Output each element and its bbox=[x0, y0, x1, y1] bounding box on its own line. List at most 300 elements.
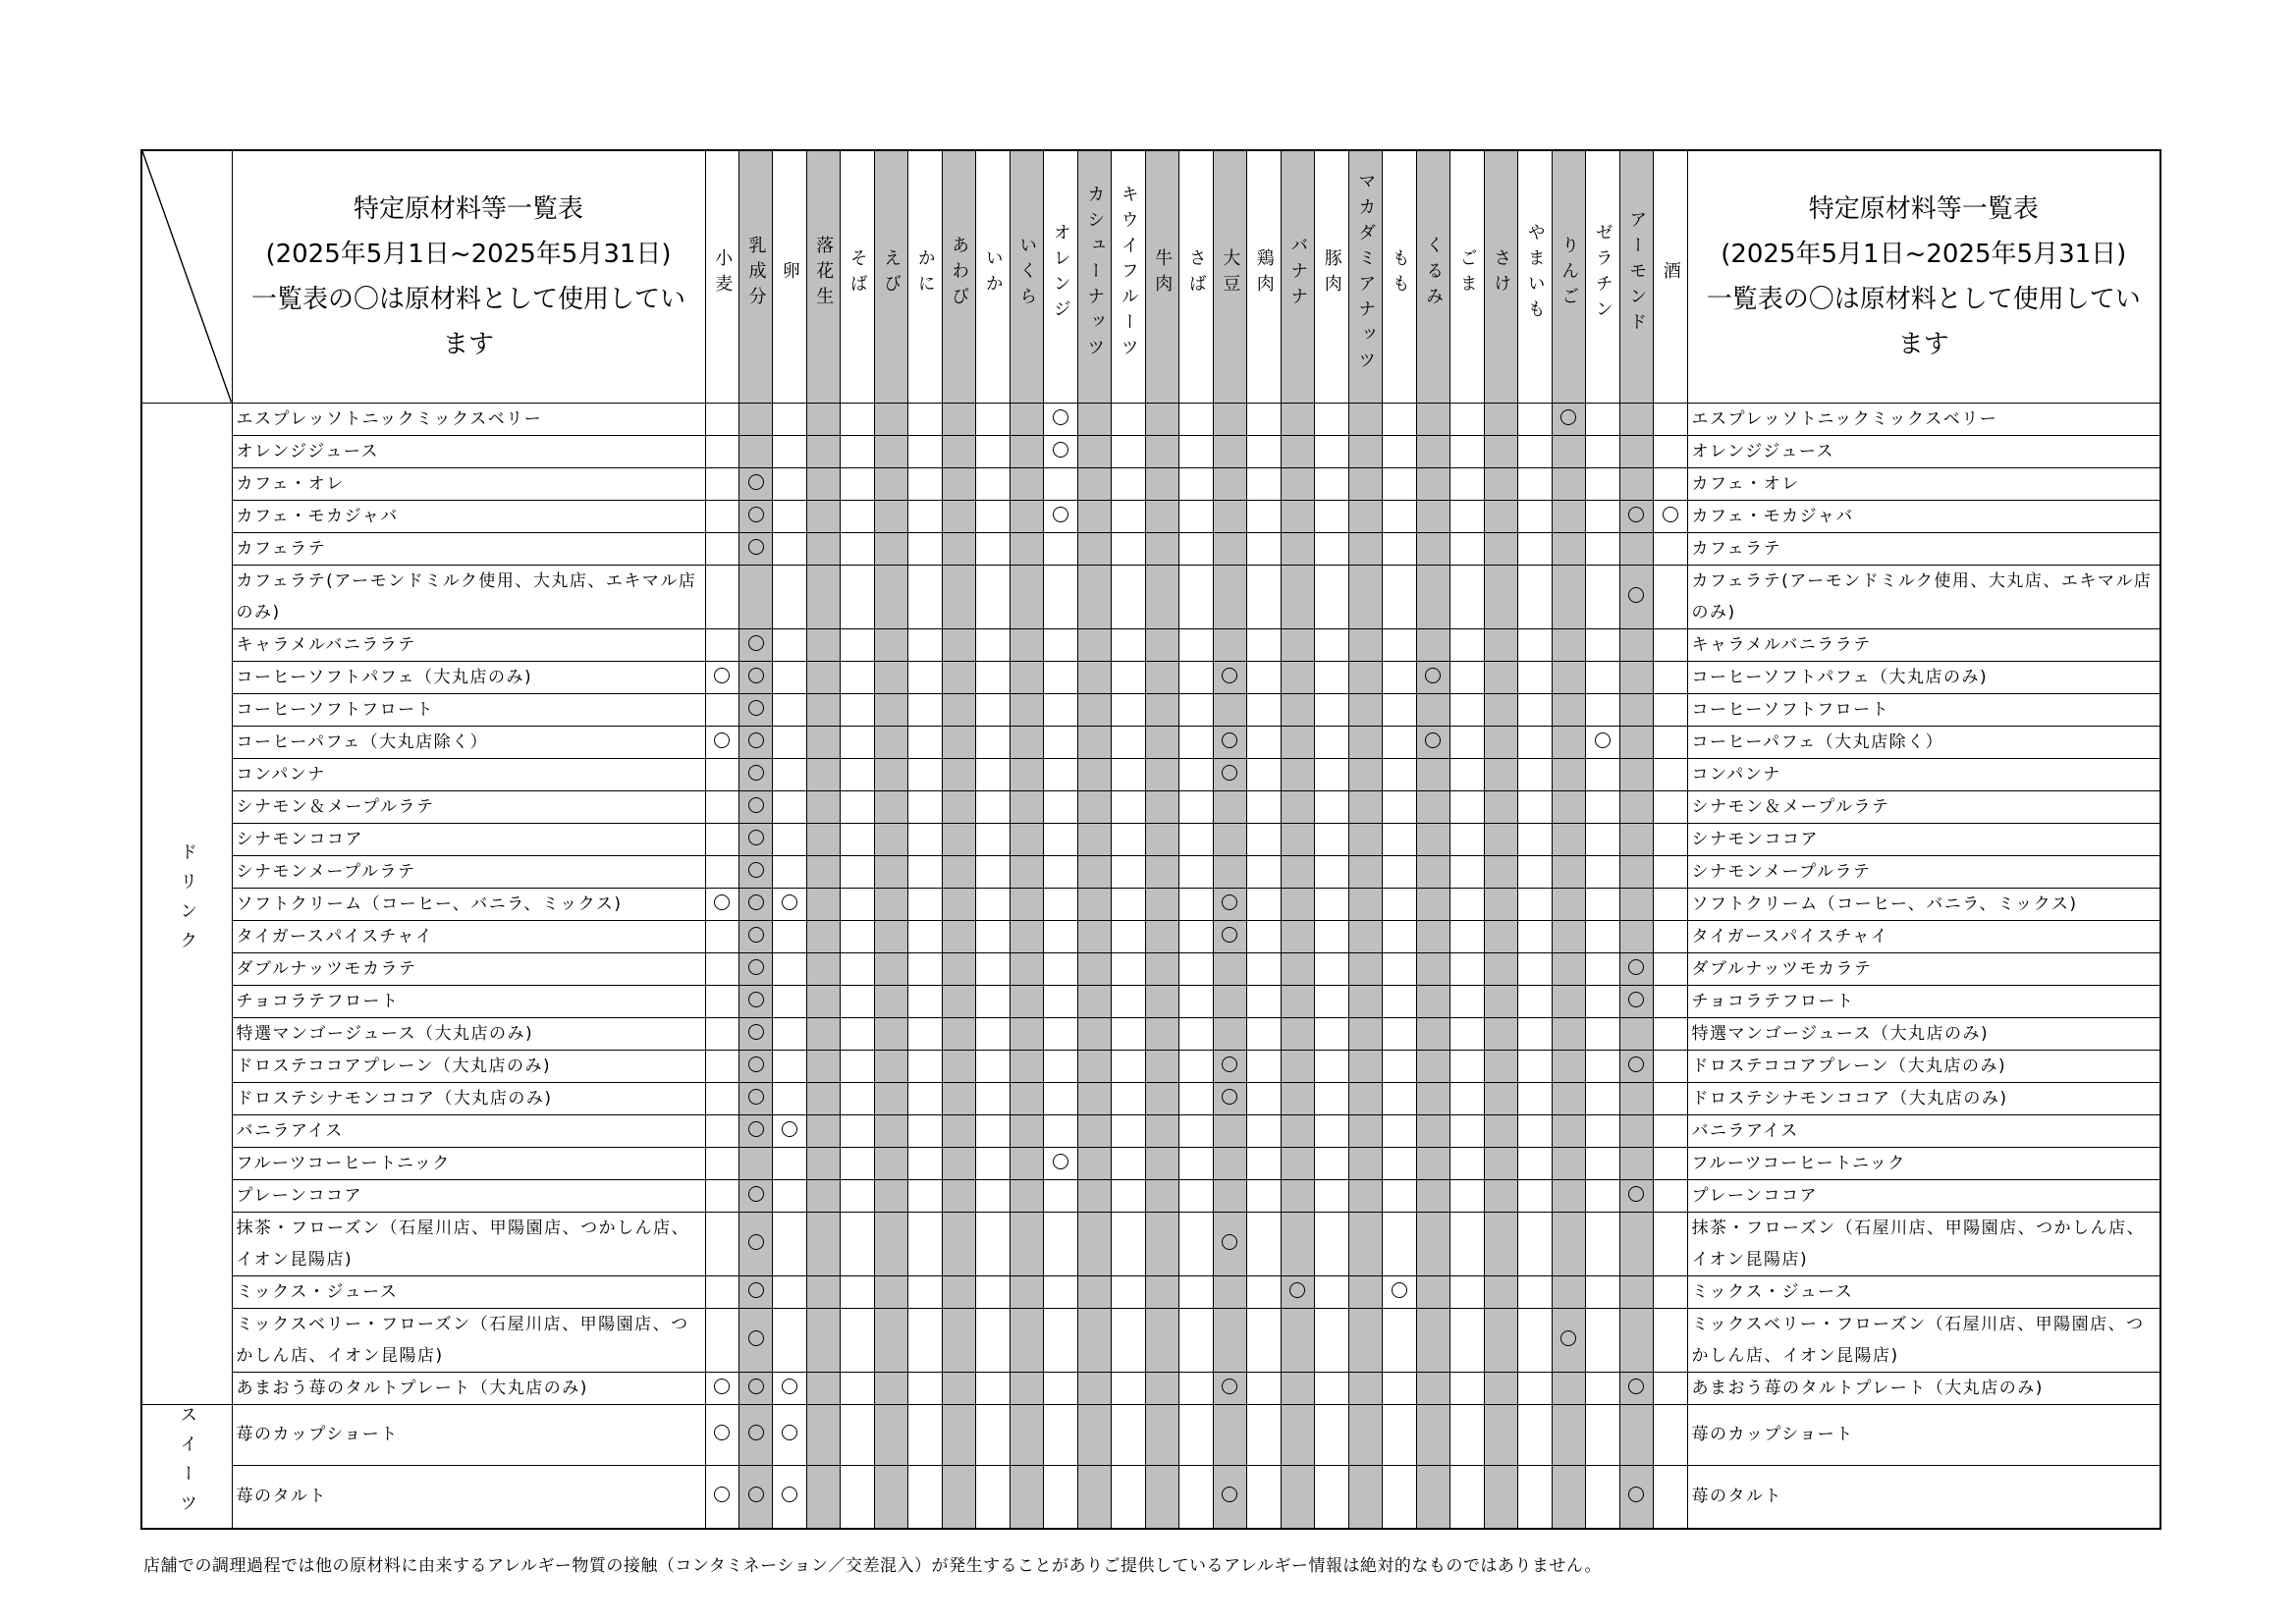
allergen-cell bbox=[1619, 1179, 1654, 1212]
item-name-right: ダブルナッツモカラテ bbox=[1687, 952, 2160, 985]
allergen-cell bbox=[1179, 1017, 1214, 1050]
allergen-cell bbox=[1416, 661, 1450, 693]
allergen-cell bbox=[1518, 661, 1553, 693]
allergen-cell bbox=[705, 693, 739, 726]
contains-mark bbox=[1222, 894, 1237, 910]
contains-mark bbox=[1663, 507, 1678, 522]
allergen-cell bbox=[705, 952, 739, 985]
allergen-cell bbox=[739, 628, 773, 661]
table-row bbox=[141, 920, 2160, 952]
allergen-cell bbox=[1450, 855, 1485, 888]
table-row bbox=[141, 1212, 2160, 1275]
allergen-cell bbox=[841, 1308, 875, 1372]
allergen-cell bbox=[1619, 985, 1654, 1017]
item-name-right: バニラアイス bbox=[1687, 1114, 2160, 1147]
allergen-cell bbox=[1213, 985, 1247, 1017]
allergen-cell bbox=[1145, 1308, 1179, 1372]
allergen-cell bbox=[1010, 661, 1044, 693]
allergen-cell bbox=[1348, 1050, 1383, 1082]
allergen-cell bbox=[1348, 920, 1383, 952]
allergen-cell bbox=[1145, 1114, 1179, 1147]
table-row bbox=[141, 888, 2160, 920]
allergen-cell bbox=[1348, 403, 1383, 435]
allergen-cell bbox=[1112, 758, 1146, 790]
allergen-cell bbox=[773, 1017, 807, 1050]
allergen-cell bbox=[1348, 790, 1383, 823]
allergen-cell bbox=[1213, 1212, 1247, 1275]
allergen-cell bbox=[1552, 435, 1586, 467]
allergen-cell bbox=[1213, 1308, 1247, 1372]
allergen-cell bbox=[942, 1212, 976, 1275]
allergen-cell bbox=[841, 888, 875, 920]
allergen-cell bbox=[1077, 855, 1112, 888]
allergen-cell bbox=[1450, 1082, 1485, 1114]
allergen-cell bbox=[1315, 985, 1349, 1017]
allergen-cell bbox=[1213, 1466, 1247, 1529]
allergen-cell bbox=[942, 1082, 976, 1114]
allergen-cell bbox=[1179, 1114, 1214, 1147]
allergen-cell bbox=[773, 1466, 807, 1529]
allergen-cell bbox=[1145, 1179, 1179, 1212]
allergen-cell bbox=[1213, 1404, 1247, 1466]
allergen-cell bbox=[739, 888, 773, 920]
allergen-cell bbox=[1281, 403, 1315, 435]
allergen-label: アーモンド bbox=[1626, 210, 1648, 339]
allergen-cell bbox=[1112, 985, 1146, 1017]
allergen-cell bbox=[841, 1147, 875, 1179]
item-name-right: オレンジジュース bbox=[1687, 435, 2160, 467]
allergen-cell bbox=[1383, 628, 1417, 661]
allergen-cell bbox=[1010, 1114, 1044, 1147]
allergen-cell bbox=[1383, 1372, 1417, 1404]
allergen-cell bbox=[1416, 1308, 1450, 1372]
allergen-header bbox=[773, 150, 807, 403]
allergen-cell bbox=[841, 758, 875, 790]
allergen-label: 大豆 bbox=[1220, 248, 1241, 300]
allergen-cell bbox=[1416, 726, 1450, 758]
allergen-cell bbox=[1315, 467, 1349, 500]
allergen-cell bbox=[1315, 1017, 1349, 1050]
allergen-cell bbox=[1416, 952, 1450, 985]
allergen-cell bbox=[1315, 693, 1349, 726]
allergen-label: 鶏肉 bbox=[1253, 248, 1275, 300]
allergen-header bbox=[1518, 150, 1553, 403]
allergen-cell bbox=[1619, 565, 1654, 628]
item-name-left: キャラメルバニララテ bbox=[232, 628, 705, 661]
allergen-cell bbox=[942, 1017, 976, 1050]
allergen-cell bbox=[705, 726, 739, 758]
allergen-cell bbox=[1552, 823, 1586, 855]
allergen-cell bbox=[1450, 532, 1485, 565]
allergen-cell bbox=[1383, 758, 1417, 790]
allergen-cell bbox=[806, 1372, 841, 1404]
allergen-cell bbox=[1518, 758, 1553, 790]
allergen-cell bbox=[773, 1179, 807, 1212]
allergen-label: 豚肉 bbox=[1321, 248, 1342, 300]
allergen-cell bbox=[806, 403, 841, 435]
allergen-cell bbox=[1552, 661, 1586, 693]
allergen-header bbox=[942, 150, 976, 403]
allergen-label: いか bbox=[982, 248, 1004, 300]
allergen-cell bbox=[1179, 758, 1214, 790]
allergen-cell bbox=[942, 855, 976, 888]
item-name-left: シナモン＆メープルラテ bbox=[232, 790, 705, 823]
item-name-right: ソフトクリーム（コーヒー、バニラ、ミックス) bbox=[1687, 888, 2160, 920]
allergen-cell bbox=[1077, 920, 1112, 952]
allergen-cell bbox=[739, 1050, 773, 1082]
allergen-cell bbox=[1450, 920, 1485, 952]
allergen-label: そば bbox=[847, 248, 868, 300]
allergen-label: 小麦 bbox=[712, 248, 734, 300]
allergen-cell bbox=[1112, 1082, 1146, 1114]
allergen-cell bbox=[1077, 1308, 1112, 1372]
allergen-cell bbox=[1179, 855, 1214, 888]
allergen-cell bbox=[1213, 467, 1247, 500]
item-name-left: 抹茶・フローズン（石屋川店、甲陽園店、つかしん店、イオン昆陽店) bbox=[232, 1212, 705, 1275]
allergen-cell bbox=[1179, 1275, 1214, 1308]
allergen-cell bbox=[1315, 1114, 1349, 1147]
allergen-cell bbox=[1247, 758, 1282, 790]
allergen-cell bbox=[739, 920, 773, 952]
allergen-cell bbox=[1010, 1275, 1044, 1308]
allergen-cell bbox=[1383, 952, 1417, 985]
allergen-cell bbox=[1518, 823, 1553, 855]
allergen-cell bbox=[705, 661, 739, 693]
allergen-cell bbox=[806, 661, 841, 693]
item-name-left: チョコラテフロート bbox=[232, 985, 705, 1017]
allergen-cell bbox=[1450, 758, 1485, 790]
allergen-cell bbox=[1145, 758, 1179, 790]
allergen-cell bbox=[1315, 1050, 1349, 1082]
allergen-label: あわび bbox=[949, 236, 970, 313]
allergen-cell bbox=[1179, 435, 1214, 467]
contains-mark bbox=[714, 894, 730, 910]
allergen-cell bbox=[1383, 1404, 1417, 1466]
allergen-cell bbox=[1077, 693, 1112, 726]
allergen-cell bbox=[1586, 661, 1620, 693]
allergen-cell bbox=[908, 1147, 943, 1179]
allergen-cell bbox=[1518, 435, 1553, 467]
allergen-cell bbox=[1416, 435, 1450, 467]
allergen-cell bbox=[773, 888, 807, 920]
allergen-cell bbox=[1586, 952, 1620, 985]
allergen-cell bbox=[705, 790, 739, 823]
allergen-cell bbox=[976, 888, 1011, 920]
allergen-cell bbox=[874, 435, 908, 467]
allergen-cell bbox=[942, 1466, 976, 1529]
allergen-cell bbox=[942, 661, 976, 693]
allergen-cell bbox=[1315, 1275, 1349, 1308]
allergen-cell bbox=[1077, 403, 1112, 435]
allergen-cell bbox=[1484, 1372, 1518, 1404]
table-row bbox=[141, 1017, 2160, 1050]
allergen-cell bbox=[1044, 500, 1078, 532]
allergen-cell bbox=[1484, 467, 1518, 500]
allergen-cell bbox=[1077, 467, 1112, 500]
allergen-cell bbox=[1450, 1308, 1485, 1372]
allergen-cell bbox=[841, 1372, 875, 1404]
allergen-cell bbox=[739, 565, 773, 628]
contains-mark bbox=[748, 732, 764, 748]
allergen-label: 酒 bbox=[1660, 261, 1681, 288]
allergen-cell bbox=[739, 823, 773, 855]
allergen-cell bbox=[942, 952, 976, 985]
category-text: スイーツ bbox=[177, 1404, 198, 1523]
allergen-cell bbox=[976, 467, 1011, 500]
allergen-cell bbox=[1247, 500, 1282, 532]
allergen-cell bbox=[1010, 1372, 1044, 1404]
allergen-cell bbox=[773, 565, 807, 628]
allergen-cell bbox=[705, 435, 739, 467]
allergen-cell bbox=[773, 855, 807, 888]
allergen-cell bbox=[1654, 1017, 1688, 1050]
title-line-2: (2025年5月1日~2025年5月31日) bbox=[265, 239, 672, 269]
allergen-cell bbox=[1416, 1017, 1450, 1050]
allergen-cell bbox=[1281, 532, 1315, 565]
allergen-cell bbox=[976, 1147, 1011, 1179]
allergen-cell bbox=[976, 823, 1011, 855]
item-name-left: コーヒーソフトフロート bbox=[232, 693, 705, 726]
allergen-cell bbox=[1518, 920, 1553, 952]
allergen-cell bbox=[874, 855, 908, 888]
allergen-cell bbox=[908, 920, 943, 952]
allergen-cell bbox=[976, 952, 1011, 985]
item-name-right: シナモン＆メープルラテ bbox=[1687, 790, 2160, 823]
allergen-cell bbox=[1145, 985, 1179, 1017]
table-row bbox=[141, 1466, 2160, 1529]
allergen-cell bbox=[908, 1179, 943, 1212]
allergen-cell bbox=[841, 1212, 875, 1275]
item-name-right: 抹茶・フローズン（石屋川店、甲陽園店、つかしん店、イオン昆陽店) bbox=[1687, 1212, 2160, 1275]
allergen-cell bbox=[976, 1179, 1011, 1212]
allergen-cell bbox=[1348, 1212, 1383, 1275]
allergen-cell bbox=[1348, 1082, 1383, 1114]
allergen-cell bbox=[773, 726, 807, 758]
allergen-cell bbox=[942, 628, 976, 661]
allergen-cell bbox=[1450, 726, 1485, 758]
allergen-cell bbox=[976, 1404, 1011, 1466]
allergen-cell bbox=[942, 920, 976, 952]
allergen-cell bbox=[739, 403, 773, 435]
allergen-cell bbox=[1552, 920, 1586, 952]
allergen-cell bbox=[1044, 1082, 1078, 1114]
allergen-cell bbox=[942, 1114, 976, 1147]
allergen-cell bbox=[705, 628, 739, 661]
allergen-cell bbox=[942, 1275, 976, 1308]
allergen-cell bbox=[1010, 435, 1044, 467]
allergen-cell bbox=[1112, 565, 1146, 628]
title-line-1: 特定原材料等一覧表 bbox=[1808, 193, 2039, 224]
allergen-cell bbox=[806, 920, 841, 952]
allergen-cell bbox=[1247, 823, 1282, 855]
allergen-cell bbox=[1450, 1147, 1485, 1179]
allergen-cell bbox=[908, 790, 943, 823]
allergen-cell bbox=[908, 1372, 943, 1404]
allergen-cell bbox=[806, 823, 841, 855]
allergen-cell bbox=[1518, 1275, 1553, 1308]
allergen-cell bbox=[1518, 403, 1553, 435]
allergen-cell bbox=[908, 823, 943, 855]
allergen-cell bbox=[1281, 1050, 1315, 1082]
allergen-cell bbox=[976, 403, 1011, 435]
item-name-right: タイガースパイスチャイ bbox=[1687, 920, 2160, 952]
allergen-cell bbox=[1281, 1404, 1315, 1466]
allergen-cell bbox=[705, 1082, 739, 1114]
allergen-cell bbox=[1044, 403, 1078, 435]
allergen-cell bbox=[1348, 1147, 1383, 1179]
allergen-cell bbox=[1518, 1017, 1553, 1050]
allergen-cell bbox=[773, 920, 807, 952]
allergen-cell bbox=[1281, 628, 1315, 661]
allergen-cell bbox=[773, 467, 807, 500]
allergen-cell bbox=[976, 565, 1011, 628]
allergen-cell bbox=[908, 693, 943, 726]
allergen-cell bbox=[806, 985, 841, 1017]
contains-mark bbox=[748, 959, 764, 975]
allergen-cell bbox=[1383, 1275, 1417, 1308]
allergen-cell bbox=[1450, 1466, 1485, 1529]
allergen-cell bbox=[1179, 726, 1214, 758]
allergen-cell bbox=[908, 855, 943, 888]
allergen-cell bbox=[1586, 1017, 1620, 1050]
allergen-cell bbox=[1586, 1466, 1620, 1529]
allergen-cell bbox=[1010, 920, 1044, 952]
allergen-cell bbox=[1348, 823, 1383, 855]
allergen-cell bbox=[1383, 985, 1417, 1017]
allergen-cell bbox=[976, 855, 1011, 888]
allergen-cell bbox=[1077, 823, 1112, 855]
allergen-cell bbox=[1077, 952, 1112, 985]
allergen-cell bbox=[841, 726, 875, 758]
allergen-cell bbox=[1416, 855, 1450, 888]
allergen-cell bbox=[1281, 855, 1315, 888]
allergen-cell bbox=[1077, 888, 1112, 920]
allergen-cell bbox=[908, 888, 943, 920]
allergen-cell bbox=[1484, 920, 1518, 952]
allergen-cell bbox=[1484, 628, 1518, 661]
allergen-cell bbox=[942, 467, 976, 500]
table-row bbox=[141, 855, 2160, 888]
allergen-cell bbox=[1145, 1404, 1179, 1466]
allergen-cell bbox=[1654, 920, 1688, 952]
allergen-cell bbox=[773, 628, 807, 661]
allergen-cell bbox=[1247, 1147, 1282, 1179]
allergen-cell bbox=[1654, 985, 1688, 1017]
contains-mark bbox=[1628, 507, 1644, 522]
allergen-cell bbox=[1416, 467, 1450, 500]
allergen-cell bbox=[1077, 532, 1112, 565]
table-row bbox=[141, 1147, 2160, 1179]
allergen-cell bbox=[1281, 1179, 1315, 1212]
allergen-cell bbox=[1654, 628, 1688, 661]
allergen-cell bbox=[1383, 888, 1417, 920]
allergen-cell bbox=[1112, 628, 1146, 661]
allergen-cell bbox=[1213, 1082, 1247, 1114]
allergen-cell bbox=[1586, 1372, 1620, 1404]
allergen-cell bbox=[1315, 1404, 1349, 1466]
contains-mark bbox=[748, 474, 764, 490]
item-name-left: ソフトクリーム（コーヒー、バニラ、ミックス) bbox=[232, 888, 705, 920]
allergen-cell bbox=[874, 1212, 908, 1275]
allergen-cell bbox=[1010, 628, 1044, 661]
allergen-cell bbox=[1213, 1275, 1247, 1308]
item-name-right: ミックスベリー・フローズン（石屋川店、甲陽園店、つかしん店、イオン昆陽店) bbox=[1687, 1308, 2160, 1372]
allergen-cell bbox=[1416, 403, 1450, 435]
contains-mark bbox=[1628, 587, 1644, 603]
allergen-cell bbox=[705, 823, 739, 855]
allergen-cell bbox=[1247, 1082, 1282, 1114]
allergen-header bbox=[1315, 150, 1349, 403]
allergen-cell bbox=[1383, 1179, 1417, 1212]
item-name-right: あまおう苺のタルトプレート（大丸店のみ) bbox=[1687, 1372, 2160, 1404]
allergen-cell bbox=[1348, 1179, 1383, 1212]
allergen-cell bbox=[841, 435, 875, 467]
allergen-header bbox=[1450, 150, 1485, 403]
allergen-cell bbox=[705, 888, 739, 920]
contains-mark bbox=[714, 1425, 730, 1440]
allergen-cell bbox=[1484, 1082, 1518, 1114]
allergen-cell bbox=[1112, 435, 1146, 467]
allergen-header bbox=[1247, 150, 1282, 403]
allergen-cell bbox=[1416, 1082, 1450, 1114]
allergen-cell bbox=[1010, 855, 1044, 888]
allergen-cell bbox=[1315, 565, 1349, 628]
allergen-cell bbox=[773, 1404, 807, 1466]
contains-mark bbox=[748, 830, 764, 845]
item-name-left: 苺のカップショート bbox=[232, 1404, 705, 1466]
table-row bbox=[141, 500, 2160, 532]
allergen-cell bbox=[1112, 952, 1146, 985]
allergen-cell bbox=[1654, 1275, 1688, 1308]
allergen-cell bbox=[1619, 532, 1654, 565]
allergen-cell bbox=[1484, 565, 1518, 628]
allergen-cell bbox=[773, 435, 807, 467]
allergen-cell bbox=[1654, 758, 1688, 790]
contains-mark bbox=[1628, 1379, 1644, 1394]
allergen-cell bbox=[908, 628, 943, 661]
allergen-cell bbox=[1315, 532, 1349, 565]
allergen-cell bbox=[1010, 1147, 1044, 1179]
allergen-cell bbox=[1518, 1147, 1553, 1179]
allergen-cell bbox=[1010, 467, 1044, 500]
table-row bbox=[141, 1308, 2160, 1372]
allergen-cell bbox=[1213, 1372, 1247, 1404]
allergen-cell bbox=[1484, 1275, 1518, 1308]
allergen-cell bbox=[1213, 532, 1247, 565]
allergen-cell bbox=[1010, 1404, 1044, 1466]
allergen-cell bbox=[1450, 1275, 1485, 1308]
allergen-cell bbox=[1044, 1372, 1078, 1404]
item-name-left: ドロステココアプレーン（大丸店のみ) bbox=[232, 1050, 705, 1082]
allergen-cell bbox=[1383, 1466, 1417, 1529]
allergen-cell bbox=[942, 985, 976, 1017]
allergen-cell bbox=[1112, 726, 1146, 758]
allergen-cell bbox=[1416, 693, 1450, 726]
allergen-cell bbox=[874, 500, 908, 532]
allergen-cell bbox=[1552, 1308, 1586, 1372]
title-line-3: 一覧表の〇は原材料として使用しています bbox=[250, 284, 685, 359]
contains-mark bbox=[748, 1282, 764, 1298]
allergen-label: 牛肉 bbox=[1152, 248, 1174, 300]
allergen-cell bbox=[1213, 888, 1247, 920]
allergen-cell bbox=[1654, 888, 1688, 920]
allergen-cell bbox=[1348, 565, 1383, 628]
allergen-cell bbox=[1416, 1372, 1450, 1404]
allergen-cell bbox=[841, 952, 875, 985]
allergen-cell bbox=[1619, 1466, 1654, 1529]
allergen-cell bbox=[976, 628, 1011, 661]
allergen-cell bbox=[1450, 1212, 1485, 1275]
